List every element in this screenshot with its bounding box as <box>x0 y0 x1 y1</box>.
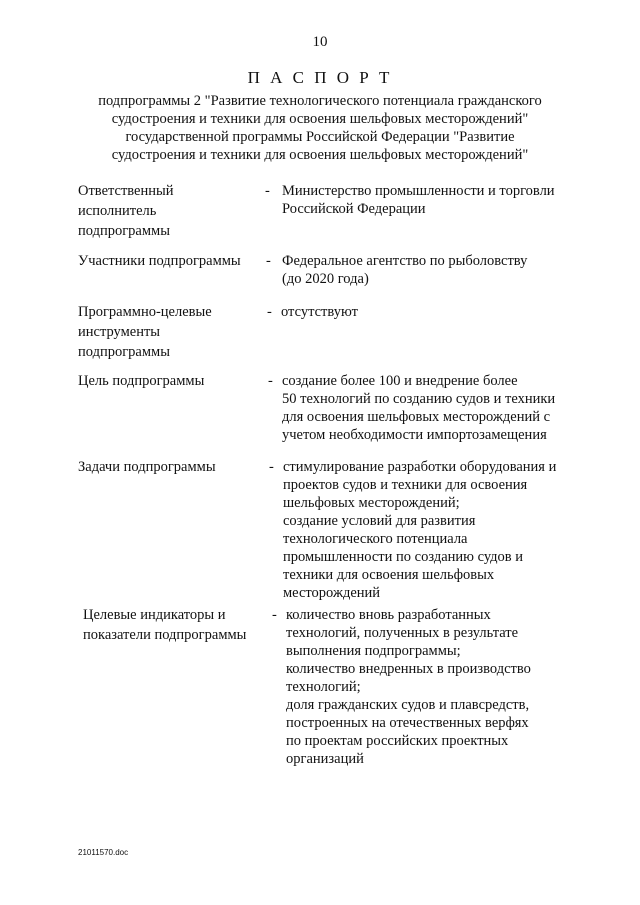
row-value <box>282 372 555 444</box>
row-value <box>283 458 556 602</box>
row-value-line: создание условий для развития <box>283 513 476 529</box>
row-value-line: технологического потенциала <box>283 531 468 547</box>
row-label-line: Участники подпрограммы <box>78 253 241 269</box>
row-value-line: месторождений <box>283 585 381 601</box>
row-value-line: создание более 100 и внедрение более <box>282 373 518 389</box>
row-value-line: построенных на отечественных верфях <box>286 715 529 731</box>
row-value-line: стимулирование разработки оборудования и <box>283 459 557 475</box>
row-value-line: технологий, полученных в результате <box>286 625 519 641</box>
row-value-line: Российской Федерации <box>282 201 426 217</box>
row-value-line: шельфовых месторождений; <box>283 495 460 511</box>
page-number: 10 <box>312 34 328 50</box>
row-value <box>282 252 527 288</box>
row-dash: - <box>266 253 271 269</box>
row-value <box>286 606 531 768</box>
row-value-line: отсутствуют <box>281 304 358 320</box>
row-value-line: количество внедренных в производство <box>286 661 531 677</box>
row-dash: - <box>265 183 270 199</box>
row-label-line: показатели подпрограммы <box>83 627 247 643</box>
document-subtitle <box>60 92 580 164</box>
row-value-line: для освоения шельфовых месторождений с <box>282 409 551 425</box>
row-label-line: подпрограммы <box>78 223 170 239</box>
row-label-line: Программно-целевые <box>78 304 212 320</box>
row-value <box>281 303 358 321</box>
row-dash: - <box>269 459 274 475</box>
row-value-line: доля гражданских судов и плавсредств, <box>286 697 530 713</box>
row-value-line: техники для освоения шельфовых <box>283 567 495 583</box>
subtitle-line: подпрограммы 2 "Развитие технологического потенциала гражданского <box>98 93 542 109</box>
document-title: П А С П О Р Т <box>247 68 393 87</box>
row-value-line: проектов судов и техники для освоения <box>283 477 528 493</box>
row-value-line: 50 технологий по созданию судов и техники <box>282 391 556 407</box>
row-label <box>78 457 263 477</box>
row-value-line: учетом необходимости импортозамещения <box>282 427 547 443</box>
row-value-line: технологий; <box>286 679 361 695</box>
row-label <box>78 251 263 271</box>
row-dash: - <box>268 373 273 389</box>
row-label-line: Задачи подпрограммы <box>78 459 216 475</box>
row-dash: - <box>272 607 277 623</box>
row-label-line: инструменты <box>78 324 161 340</box>
row-label <box>78 302 263 362</box>
footer-file-code: 21011570.doc <box>78 848 129 857</box>
row-dash: - <box>267 304 272 320</box>
row-label <box>83 605 268 645</box>
row-value-line: организаций <box>286 751 364 767</box>
row-value-line: по проектам российских проектных <box>286 733 509 749</box>
row-label <box>78 371 263 391</box>
subtitle-line: судостроения и техники для освоения шельфовых месторождений" <box>111 111 529 127</box>
row-value-line: выполнения подпрограммы; <box>286 643 461 659</box>
row-value-line: промышленности по созданию судов и <box>283 549 524 565</box>
row-value-line: Федеральное агентство по рыболовству <box>282 253 528 269</box>
row-value-line: Министерство промышленности и торговли <box>282 183 555 199</box>
row-value <box>282 182 555 218</box>
row-label-line: подпрограммы <box>78 344 170 360</box>
row-label-line: Целевые индикаторы и <box>83 607 226 623</box>
row-label-line: Ответственный <box>78 183 174 199</box>
row-label-line: Цель подпрограммы <box>78 373 205 389</box>
subtitle-line: судостроения и техники для освоения шельфовых месторождений" <box>111 147 529 163</box>
subtitle-line: государственной программы Российской Федерации "Развитие <box>125 129 515 145</box>
row-value-line: количество вновь разработанных <box>286 607 491 623</box>
row-value-line: (до 2020 года) <box>282 271 369 287</box>
row-label <box>78 181 263 241</box>
row-label-line: исполнитель <box>78 203 157 219</box>
